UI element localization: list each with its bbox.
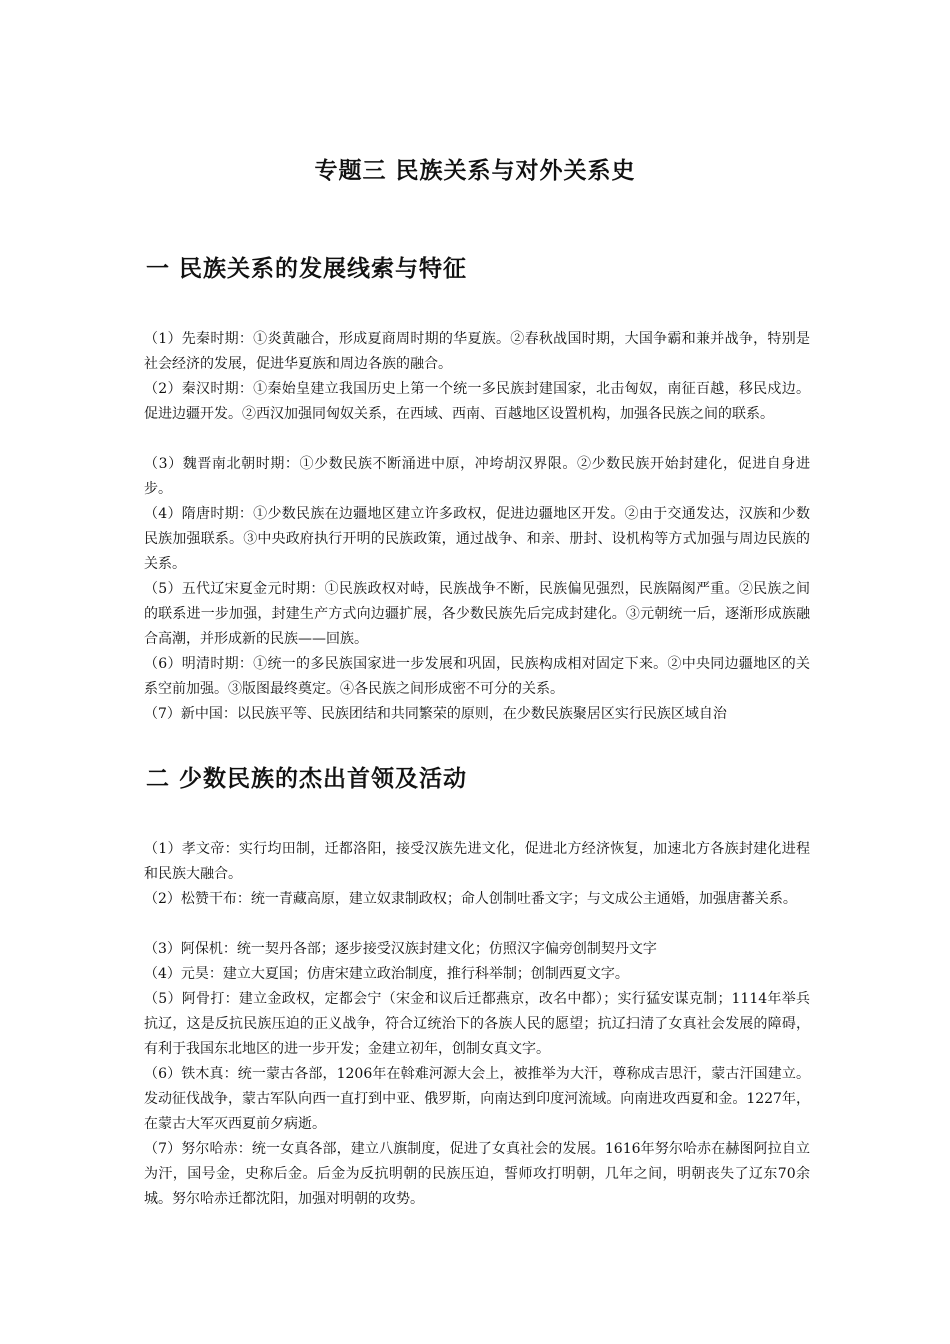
page-title: 专题三 民族关系与对外关系史 <box>314 158 636 184</box>
paragraph-2-4: （4）元昊：建立大夏国；仿唐宋建立政治制度，推行科举制；创制西夏文字。 <box>144 966 629 982</box>
paragraph-1-3: （3）魏晋南北朝时期：①少数民族不断涌进中原，冲垮胡汉界限。②少数民族开始封建化，促进自身进步。 <box>144 456 810 497</box>
paragraph-1-7: （7）新中国：以民族平等、民族团结和共同繁荣的原则，在少数民族聚居区实行民族区域自治 <box>144 706 727 722</box>
paragraph-1-6: （6）明清时期：①统一的多民族国家进一步发展和巩固，民族构成相对固定下来。②中央同边疆地区的关系空前加强。③版图最终奠定。④各民族之间形成密不可分的关系。 <box>144 656 810 697</box>
paragraph-1-2: （2）秦汉时期：①秦始皇建立我国历史上第一个统一多民族封建国家，北击匈奴，南征百越，移民戍边。促进边疆开发。②西汉加强同匈奴关系，在西域、西南、百越地区设置机构，加强各民族之间的联系。 <box>144 381 810 422</box>
paragraph-2-5: （5）阿骨打：建立金政权，定都会宁（宋金和议后迁都燕京，改名中都）；实行猛安谋克制；1114年举兵抗辽，这是反抗民族压迫的正义战争，符合辽统治下的各族人民的愿望；抗辽扫清了女真社会发展的障碍，有利于我国东北地区的进一步开发；金建立初年，创制女真文字。 <box>144 991 810 1057</box>
paragraph-2-6: （6）铁木真：统一蒙古各部，1206年在斡难河源大会上，被推举为大汗，尊称成吉思汗，蒙古汗国建立。发动征伐战争，蒙古军队向西一直打到中亚、俄罗斯，向南达到印度河流域。向南进攻西夏和金。1227年，在蒙古大军灭西夏前夕病逝。 <box>144 1066 810 1132</box>
section-heading-1: 一 民族关系的发展线索与特征 <box>146 256 468 282</box>
paragraph-2-2: （2）松赞干布：统一青藏高原，建立奴隶制政权；命人创制吐番文字；与文成公主通婚，加强唐蕃关系。 <box>144 891 797 907</box>
section-heading-2: 二 少数民族的杰出首领及活动 <box>146 766 468 792</box>
paragraph-2-3: （3）阿保机：统一契丹各部；逐步接受汉族封建文化；仿照汉字偏旁创制契丹文字 <box>144 941 657 957</box>
paragraph-2-7: （7）努尔哈赤：统一女真各部，建立八旗制度，促进了女真社会的发展。1616年努尔哈赤在赫图阿拉自立为汗，国号金，史称后金。后金为反抗明朝的民族压迫，誓师攻打明朝，几年之间，明朝丧失了辽东70余城。努尔哈赤迁都沈阳，加强对明朝的攻势。 <box>144 1141 810 1207</box>
paragraph-1-4: （4）隋唐时期：①少数民族在边疆地区建立许多政权，促进边疆地区开发。②由于交通发达，汉族和少数民族加强联系。③中央政府执行开明的民族政策，通过战争、和亲、册封、设机构等方式加强与周边民族的关系。 <box>144 506 810 572</box>
paragraph-2-1: （1）孝文帝：实行均田制，迁都洛阳，接受汉族先进文化，促进北方经济恢复，加速北方各族封建化进程和民族大融合。 <box>144 841 810 882</box>
paragraph-1-5: （5）五代辽宋夏金元时期：①民族政权对峙，民族战争不断，民族偏见强烈，民族隔阂严重。②民族之间的联系进一步加强，封建生产方式向边疆扩展，各少数民族先后完成封建化。③元朝统一后，逐渐形成族融合高潮，并形成新的民族——回族。 <box>144 581 810 647</box>
paragraph-1-1: （1）先秦时期：①炎黄融合，形成夏商周时期的华夏族。②春秋战国时期，大国争霸和兼并战争，特别是社会经济的发展，促进华夏族和周边各族的融合。 <box>144 331 810 372</box>
